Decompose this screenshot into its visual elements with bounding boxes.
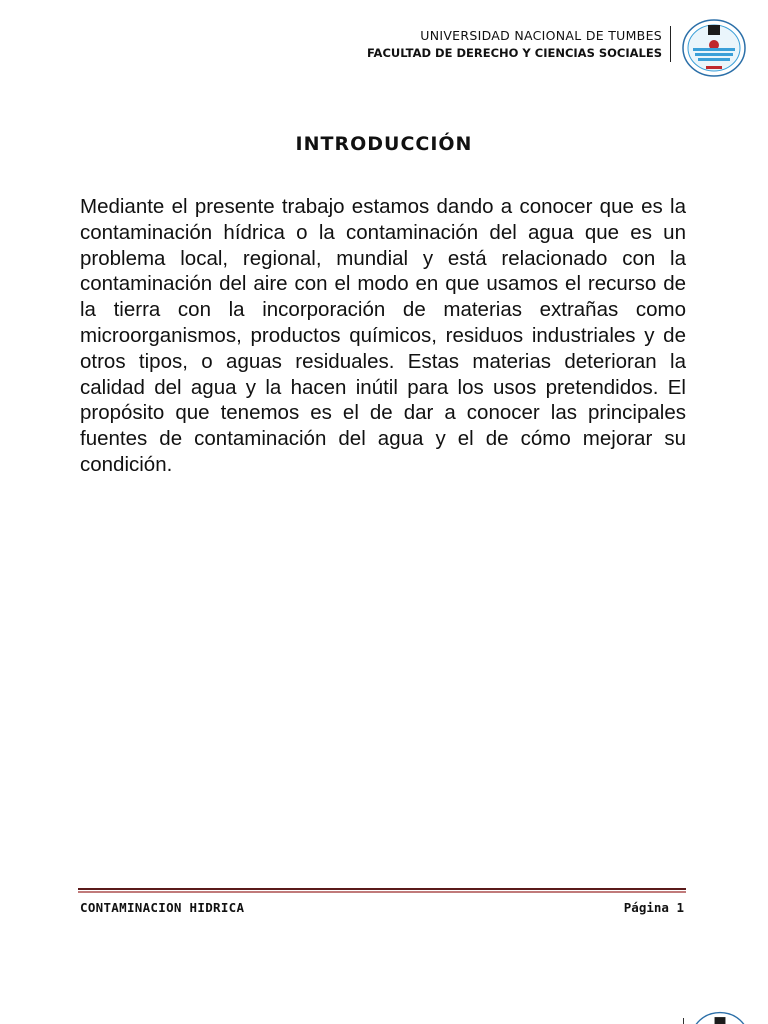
- page-title: INTRODUCCIÓN: [295, 133, 473, 155]
- faculty-name: FACULTAD DE DERECHO Y CIENCIAS SOCIALES: [367, 46, 662, 60]
- footer-divider: [78, 888, 686, 893]
- next-page-divider: [683, 1018, 684, 1024]
- university-seal-icon: [681, 18, 747, 78]
- introduction-paragraph: Mediante el presente trabajo estamos dando a conocer que es la contaminación hídrica o la contaminación del agua que es un problema local, regional, mundial y está relacionado con la contaminación del aire con el modo en que usamos el recurso de la tierra con la incorporación de materias extrañas como microorganismos, productos químicos, residuos industriales y de otros tipos, o aguas residuales. Estas materias deterioran la calidad del agua y la hacen inútil para los usos pretendidos. El propósito que tenemos es el de dar a conocer las principales fuentes de contaminación del agua y el de cómo mejorar su condición.: [80, 195, 686, 476]
- footer-rule-dark: [78, 888, 686, 890]
- page-header: [367, 27, 662, 62]
- footer-document-title: CONTAMINACION HIDRICA: [80, 900, 245, 915]
- next-page-seal-icon: [690, 1008, 750, 1024]
- university-name: UNIVERSIDAD NACIONAL DE TUMBES: [420, 28, 662, 43]
- header-divider: [670, 26, 671, 62]
- footer-rule-light: [78, 891, 686, 893]
- footer-page-number: Página 1: [623, 900, 684, 915]
